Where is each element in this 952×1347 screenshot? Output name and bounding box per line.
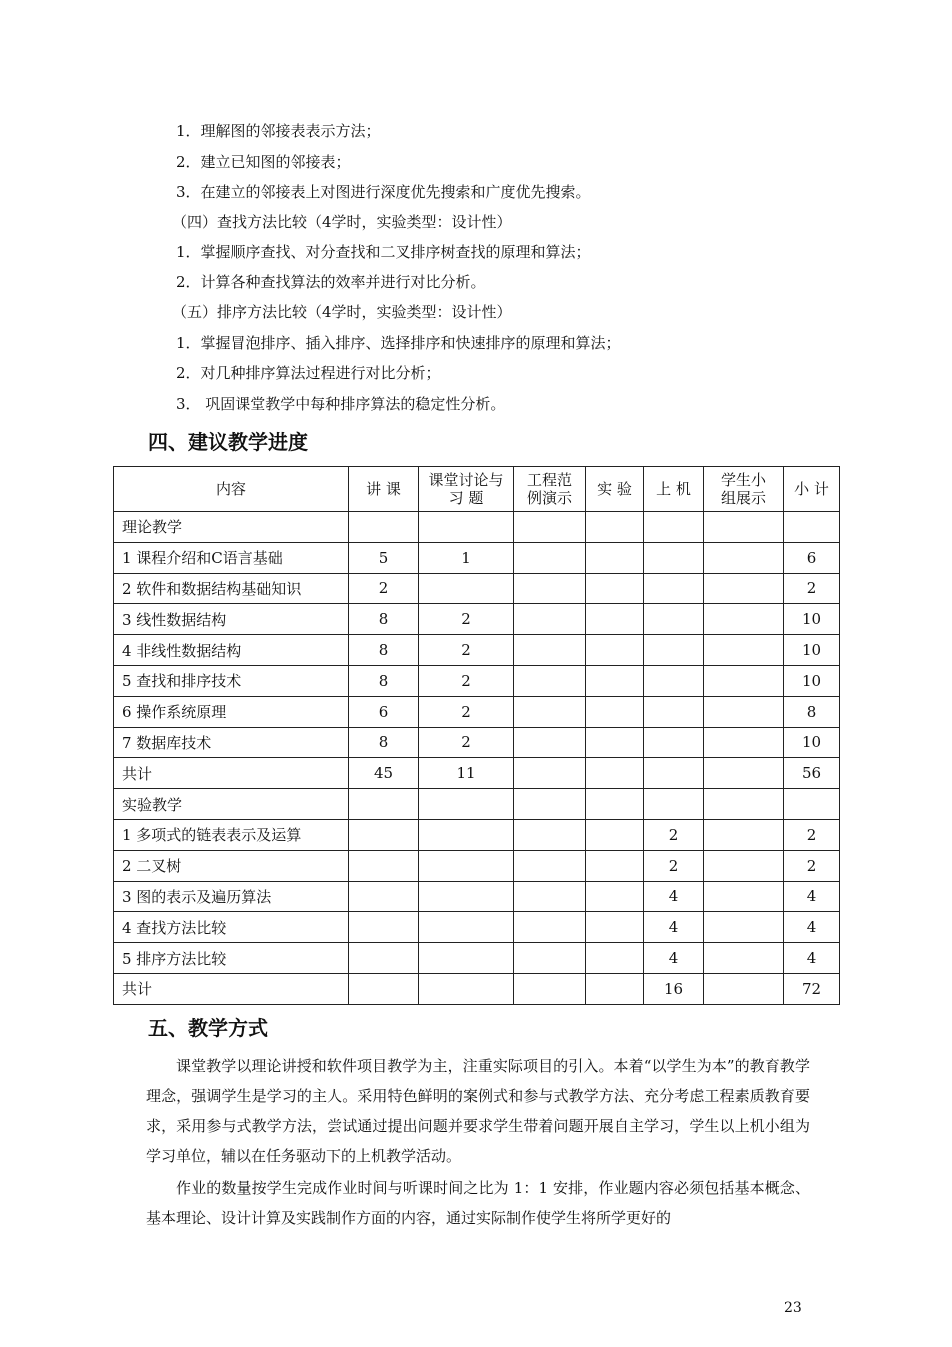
- table-cell: [704, 512, 784, 543]
- table-cell: [514, 943, 586, 974]
- table-cell: [704, 973, 784, 1004]
- table-cell: [514, 727, 586, 758]
- table-cell: [514, 881, 586, 912]
- table-cell: 8: [349, 727, 419, 758]
- table-row: [114, 789, 840, 820]
- table-cell: 11: [419, 758, 514, 789]
- table-body: [114, 512, 840, 1005]
- table-row: [114, 696, 840, 727]
- row-label-cell: 5 查找和排序技术: [114, 665, 349, 696]
- table-cell: [349, 973, 419, 1004]
- table-cell: [586, 665, 644, 696]
- section-heading: 五、教学方式: [148, 1016, 268, 1040]
- table-cell: 2: [349, 573, 419, 604]
- table-cell: 2: [419, 635, 514, 666]
- table-cell: [514, 665, 586, 696]
- table-cell: 1: [419, 542, 514, 573]
- table-row: [114, 727, 840, 758]
- subsection-title: （四）查找方法比较（4学时，实验类型：设计性）: [172, 213, 512, 231]
- row-label-cell: 2 软件和数据结构基础知识: [114, 573, 349, 604]
- table-cell: [514, 542, 586, 573]
- table-cell: [586, 573, 644, 604]
- table-cell: [704, 912, 784, 943]
- table-row: [114, 512, 840, 543]
- table-cell: 16: [644, 973, 704, 1004]
- table-cell: 2: [784, 573, 840, 604]
- table-cell: [419, 912, 514, 943]
- table-cell: [349, 912, 419, 943]
- table-cell: [586, 881, 644, 912]
- table-header-row: [114, 467, 840, 512]
- table-cell: [586, 696, 644, 727]
- table-cell: [349, 512, 419, 543]
- list-line: 3．在建立的邻接表上对图进行深度优先搜索和广度优先搜索。: [176, 183, 591, 201]
- table-cell: 2: [784, 850, 840, 881]
- header-engineering-demo: 工程范例演示: [514, 467, 586, 512]
- table-row: [114, 635, 840, 666]
- row-label-cell: 7 数据库技术: [114, 727, 349, 758]
- row-label-cell: 1 课程介绍和C语言基础: [114, 542, 349, 573]
- table-cell: [644, 573, 704, 604]
- table-cell: [644, 635, 704, 666]
- table-cell: 4: [644, 912, 704, 943]
- table-cell: [644, 789, 704, 820]
- table-cell: [644, 758, 704, 789]
- table-cell: 6: [784, 542, 840, 573]
- table-cell: [644, 542, 704, 573]
- table-cell: [419, 881, 514, 912]
- table-cell: 6: [349, 696, 419, 727]
- table-cell: [704, 943, 784, 974]
- header-subtotal: 小 计: [784, 467, 840, 512]
- row-label-cell: 共计: [114, 758, 349, 789]
- header-group-show: 学生小组展示: [704, 467, 784, 512]
- table-cell: [349, 819, 419, 850]
- table-cell: 8: [349, 665, 419, 696]
- table-cell: [514, 604, 586, 635]
- row-label-cell: 共计: [114, 973, 349, 1004]
- table-cell: [704, 696, 784, 727]
- row-label-cell: 4 非线性数据结构: [114, 635, 349, 666]
- table-cell: [704, 604, 784, 635]
- table-cell: [349, 789, 419, 820]
- table-cell: [514, 912, 586, 943]
- table-row: [114, 819, 840, 850]
- table-cell: [349, 850, 419, 881]
- table-cell: 2: [644, 819, 704, 850]
- table-row: [114, 542, 840, 573]
- table-cell: [784, 789, 840, 820]
- table-cell: [514, 573, 586, 604]
- table-row: [114, 973, 840, 1004]
- list-line: 3． 巩固课堂教学中每种排序算法的稳定性分析。: [176, 395, 506, 413]
- table-cell: 8: [784, 696, 840, 727]
- table-cell: [586, 973, 644, 1004]
- table-cell: [419, 573, 514, 604]
- table-cell: [704, 727, 784, 758]
- header-experiment: 实 验: [586, 467, 644, 512]
- header-content: 内容: [114, 467, 349, 512]
- table-cell: 4: [784, 943, 840, 974]
- list-line: 2．计算各种查找算法的效率并进行对比分析。: [176, 273, 486, 291]
- header-lab: 上 机: [644, 467, 704, 512]
- table-cell: 56: [784, 758, 840, 789]
- table-cell: [586, 850, 644, 881]
- table-cell: [586, 635, 644, 666]
- table-cell: [644, 727, 704, 758]
- row-label-cell: 理论教学: [114, 512, 349, 543]
- section-heading: 四、建议教学进度: [148, 430, 308, 454]
- table-cell: [514, 696, 586, 727]
- table-cell: [586, 912, 644, 943]
- table-cell: [514, 819, 586, 850]
- schedule-table: [113, 466, 840, 1005]
- table-cell: [704, 665, 784, 696]
- table-cell: [349, 943, 419, 974]
- row-label-cell: 4 查找方法比较: [114, 912, 349, 943]
- table-row: [114, 573, 840, 604]
- table-cell: [644, 604, 704, 635]
- table-cell: 10: [784, 604, 840, 635]
- row-label-cell: 3 线性数据结构: [114, 604, 349, 635]
- table-cell: [514, 850, 586, 881]
- table-cell: [704, 789, 784, 820]
- table-row: [114, 912, 840, 943]
- table-cell: [784, 512, 840, 543]
- row-label-cell: 6 操作系统原理: [114, 696, 349, 727]
- table-cell: 2: [419, 604, 514, 635]
- table-row: [114, 665, 840, 696]
- table-cell: [644, 665, 704, 696]
- table-cell: [586, 604, 644, 635]
- row-label-cell: 2 二叉树: [114, 850, 349, 881]
- table-cell: [419, 789, 514, 820]
- table-row: [114, 604, 840, 635]
- table-cell: [349, 881, 419, 912]
- table-cell: 2: [784, 819, 840, 850]
- table-cell: [704, 881, 784, 912]
- table-cell: 45: [349, 758, 419, 789]
- table-row: [114, 881, 840, 912]
- table-cell: [586, 943, 644, 974]
- header-discussion: 课堂讨论与 习 题: [419, 467, 514, 512]
- paragraph: 课堂教学以理论讲授和软件项目教学为主，注重实际项目的引入。本着“以学生为本”的教育教学理念，强调学生是学习的主人。采用特色鲜明的案例式和参与式教学方法、充分考虑工程素质教育要求，采用参与式教学方法，尝试通过提出问题并要求学生带着问题开展自主学习，学生以上机小组为学习单位，辅以在任务驱动下的上机教学活动。: [146, 1057, 810, 1165]
- table-cell: [644, 512, 704, 543]
- table-cell: [704, 542, 784, 573]
- table-cell: [586, 512, 644, 543]
- row-label-cell: 5 排序方法比较: [114, 943, 349, 974]
- table-cell: [644, 696, 704, 727]
- table-cell: 5: [349, 542, 419, 573]
- table-cell: 4: [784, 912, 840, 943]
- table-cell: [586, 727, 644, 758]
- table-row: [114, 758, 840, 789]
- row-label-cell: 实验教学: [114, 789, 349, 820]
- table-cell: 2: [419, 665, 514, 696]
- table-cell: [704, 850, 784, 881]
- list-line: 1．掌握冒泡排序、插入排序、选择排序和快速排序的原理和算法；: [176, 334, 621, 352]
- table-cell: [419, 973, 514, 1004]
- table-cell: [419, 850, 514, 881]
- table-cell: [514, 758, 586, 789]
- table-cell: 4: [644, 881, 704, 912]
- table-cell: [419, 943, 514, 974]
- list-line: 1．理解图的邻接表表示方法；: [176, 122, 381, 140]
- table-cell: [586, 789, 644, 820]
- table-cell: 10: [784, 665, 840, 696]
- table-cell: 10: [784, 635, 840, 666]
- table-cell: 10: [784, 727, 840, 758]
- header-lecture: 讲 课: [349, 467, 419, 512]
- paragraph: 作业的数量按学生完成作业时间与听课时间之比为 1：1 安排，作业题内容必须包括基本概念、基本理论、设计计算及实践制作方面的内容，通过实际制作使学生将所学更好的: [146, 1179, 810, 1227]
- table-cell: [514, 973, 586, 1004]
- table-cell: [514, 789, 586, 820]
- table-cell: [704, 758, 784, 789]
- table-cell: 72: [784, 973, 840, 1004]
- row-label-cell: 1 多项式的链表表示及运算: [114, 819, 349, 850]
- list-line: 2．对几种排序算法过程进行对比分析；: [176, 364, 441, 382]
- table-cell: [514, 512, 586, 543]
- table-cell: 2: [419, 727, 514, 758]
- table-cell: 2: [419, 696, 514, 727]
- table-cell: [586, 758, 644, 789]
- table-cell: 4: [644, 943, 704, 974]
- table-row: [114, 850, 840, 881]
- table-cell: 2: [644, 850, 704, 881]
- table-cell: [704, 573, 784, 604]
- list-line: 1．掌握顺序查找、对分查找和二叉排序树查找的原理和算法；: [176, 243, 591, 261]
- subsection-title: （五）排序方法比较（4学时，实验类型：设计性）: [172, 303, 512, 321]
- table-cell: [514, 635, 586, 666]
- table-row: [114, 943, 840, 974]
- page-number: 23: [784, 1300, 802, 1316]
- row-label-cell: 3 图的表示及遍历算法: [114, 881, 349, 912]
- list-line: 2．建立已知图的邻接表；: [176, 153, 351, 171]
- table-cell: 4: [784, 881, 840, 912]
- table-cell: [419, 819, 514, 850]
- table-cell: 8: [349, 604, 419, 635]
- table-cell: [704, 635, 784, 666]
- table-cell: [586, 542, 644, 573]
- table-cell: [704, 819, 784, 850]
- table-cell: [586, 819, 644, 850]
- table-cell: 8: [349, 635, 419, 666]
- table-cell: [419, 512, 514, 543]
